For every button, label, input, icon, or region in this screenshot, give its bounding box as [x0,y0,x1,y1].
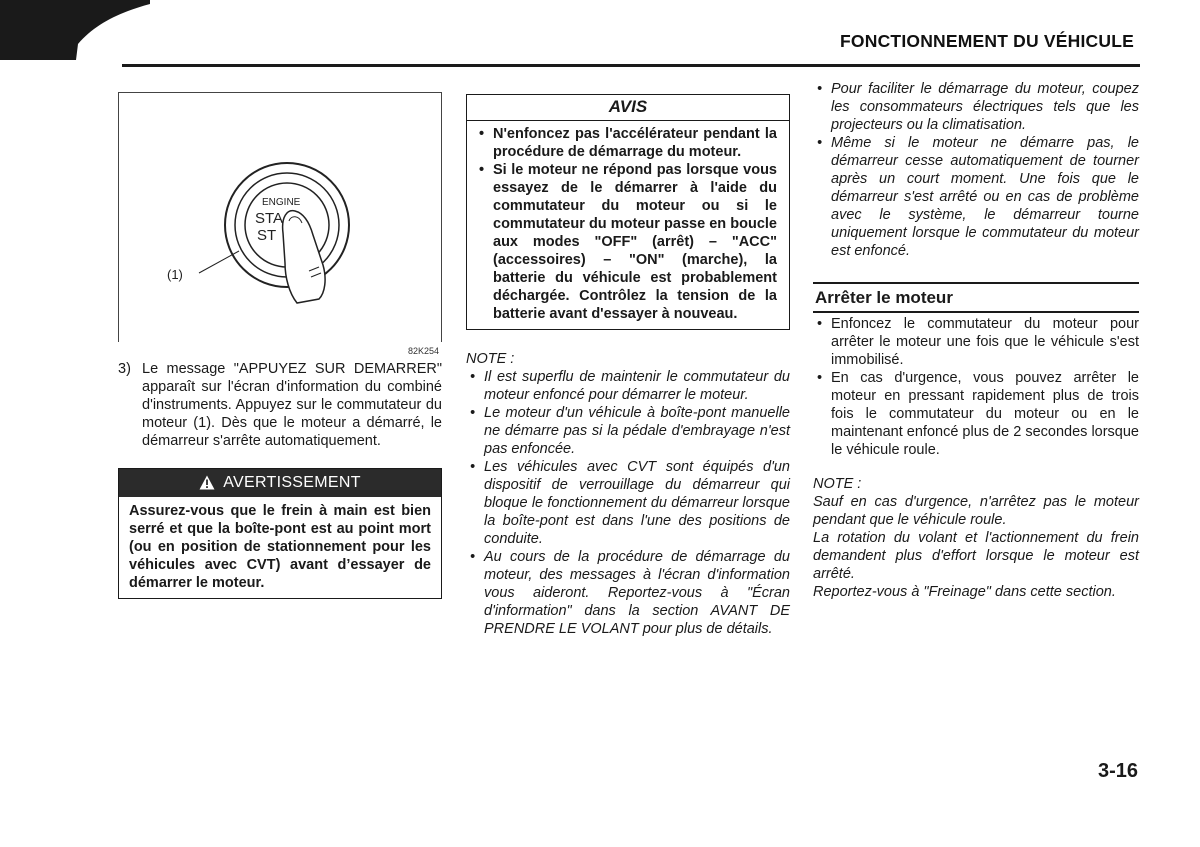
note-title: NOTE : [813,475,862,492]
step-number: 3) [118,361,131,377]
warning-text: Assurez-vous que le frein à main est bien serré et que la boîte-pont est au point mort (ou en position de stationnement pour les véhicules avec CVT) avant d’essayer de démarrer le moteur. [129,503,431,591]
note-item: • Le moteur d'un véhicule à boîte-pont manuelle ne démarre pas si la pédale d'embrayage n'est pas enfoncée. [466,404,790,458]
button-text-start: STA [255,210,284,227]
note-item: • Les véhicules avec CVT sont équipés d'un dispositif de verrouillage du démarreur qui bloque le fonctionnement du démarreur lorsque la boîte-pont est dans l'une des positions de conduite. [466,458,790,548]
note-paragraph: La rotation du volant et l'actionnement du frein demandent plus d'effort lorsque le moteur est arrêté. [813,529,1139,582]
engine-start-figure [118,92,442,356]
starting-tips-list [813,80,1139,260]
warning-title: AVERTISSEMENT [223,474,361,491]
section-rule-bottom [813,311,1139,313]
step-text: Le message "APPUYEZ SUR DEMARRER" apparaît sur l'écran d'information du combiné d'instruments. Appuyez sur le commutateur du moteur (1). Dès que le moteur a démarré, le démarreur s'arrête automatiquement. [142,361,442,449]
button-text-engine: ENGINE [262,197,301,208]
avis-item: • N'enfoncez pas l'accélérateur pendant la procédure de démarrage du moteur. [475,125,777,161]
avis-box [466,94,790,330]
note-item: • Il est superflu de maintenir le commutateur du moteur enfoncé pour démarrer le moteur. [466,368,790,404]
note-paragraph: Reportez-vous à "Freinage" dans cette section. [813,583,1116,600]
avis-list [475,125,777,323]
column-middle [466,94,790,638]
column-left [118,92,442,599]
button-text-stop: ST [257,227,277,244]
warning-header [119,469,441,497]
stop-item: • Enfoncez le commutateur du moteur pour arrêter le moteur une fois que le véhicule s'est immobilisé. [813,315,1139,369]
section-title: Arrêter le moteur [815,288,953,307]
page-number: 3-16 [1097,760,1138,782]
corner-decoration [0,0,150,60]
page-header-title: FONCTIONNEMENT DU VÉHICULE [840,31,1134,51]
avis-item: • Si le moteur ne répond pas lorsque vous essayez de le démarrer à l'aide du commutateur du moteur ou si le commutateur du moteur passe en boucle aux modes "OFF" (arrêt) – "ACC" (accessoires) – "ON" (marche), la batterie du véhicule est probablement déchargée. Contrôlez la tension de la batterie avant d'essayer à nouveau. [475,161,777,323]
figure-callout-1: (1) [167,267,183,282]
stop-engine-list [813,315,1139,459]
step-3 [118,360,442,450]
warning-triangle-icon [199,475,215,490]
figure-code: 82K254 [407,346,439,356]
header-rule [122,64,1140,67]
engine-button-illustration [119,93,443,343]
tip-item: • Même si le moteur ne démarre pas, le démarreur cesse automatiquement de tourner après un court moment. Une fois que le démarreur s'est arrêté ou en cas de problème avec le système, le démarreur tourne uniquement lorsque le commutateur du moteur est enfoncé. [813,134,1139,260]
stop-item: • En cas d'urgence, vous pouvez arrêter le moteur en pressant rapidement plus de trois fois le commutateur du moteur ou en le maintenant enfoncé plus de 2 secondes lorsque le véhicule roule. [813,369,1139,459]
note-item: • Au cours de la procédure de démarrage du moteur, des messages à l'écran d'information vous aideront. Reportez-vous à "Écran d'information" dans la section AVANT DE PRENDRE LE VOLANT pour plus de détails. [466,548,790,638]
warning-box [118,468,442,599]
note-paragraph: Sauf en cas d'urgence, n'arrêtez pas le moteur pendant que le véhicule roule. [813,493,1139,528]
note-title: NOTE : [466,351,515,367]
avis-title: AVIS [467,95,789,121]
note-list [466,368,790,638]
tip-item: • Pour faciliter le démarrage du moteur, coupez les consommateurs électriques tels que les projecteurs ou la climatisation. [813,80,1139,134]
column-right [813,80,1139,601]
